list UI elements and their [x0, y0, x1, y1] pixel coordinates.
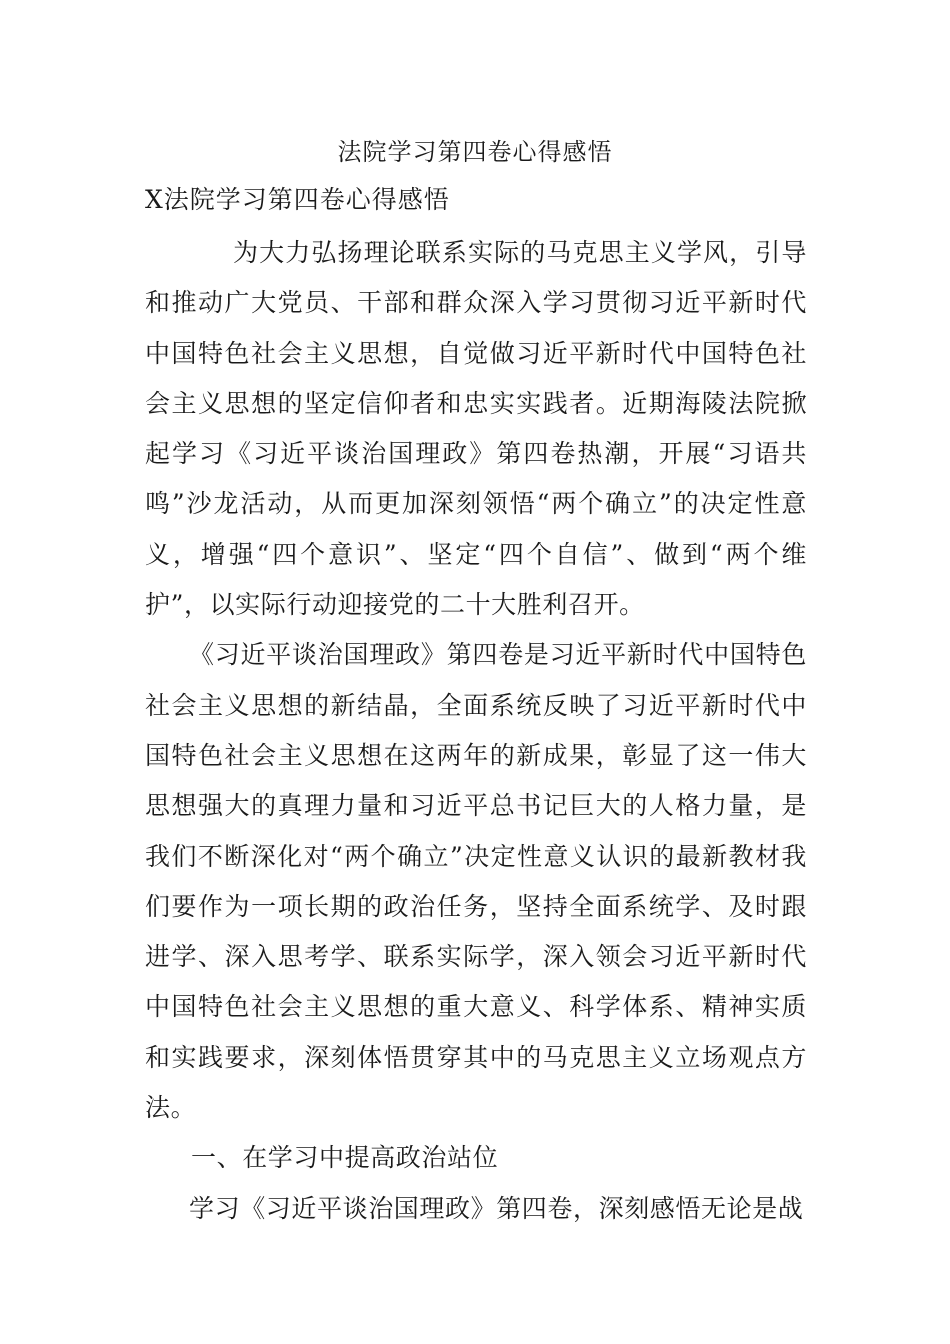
document-title: 法院学习第四卷心得感悟	[337, 138, 613, 166]
paragraph-volume-four: 《习近平谈治国理政》第四卷是习近平新时代中国特色社会主义思想的新结晶，全面系统反映了习近平新时代中国特色社会主义思想在这两年的新成果，彰显了这一伟大思想强大的真理力量和习近平总书记巨大的人格力量，是我们不断深化对“两个确立”决定性意义认识的最新教材我们要作为一项长期的政治任务，坚持全面系统学、及时跟进学、深入思考学、联系实际学，深入领会习近平新时代中国特色社会主义思想的重大意义、科学体系、精神实质和实践要求，深刻体悟贯穿其中的马克思主义立场观点方法。	[145, 640, 807, 1123]
document-body	[145, 228, 807, 1234]
section-heading: 一、在学习中提高政治站位	[191, 1143, 499, 1173]
paragraph-intro: 为大力弘扬理论联系实际的马克思主义学风，引导和推动广大党员、干部和群众深入学习贯彻习近平新时代中国特色社会主义思想，自觉做习近平新时代中国特色社会主义思想的坚定信仰者和忠实实践者。近期海陵法院掀起学习《习近平谈治国理政》第四卷热潮，开展“习语共鸣”沙龙活动，从而更加深刻领悟“两个确立”的决定性意义，增强“四个意识”、坚定“四个自信”、做到“两个维护”，以实际行动迎接党的二十大胜利召开。	[145, 238, 807, 620]
document-subtitle: X法院学习第四卷心得感悟	[145, 185, 450, 214]
paragraph-section-one: 学习《习近平谈治国理政》第四卷，深刻感悟无论是战	[189, 1193, 804, 1223]
